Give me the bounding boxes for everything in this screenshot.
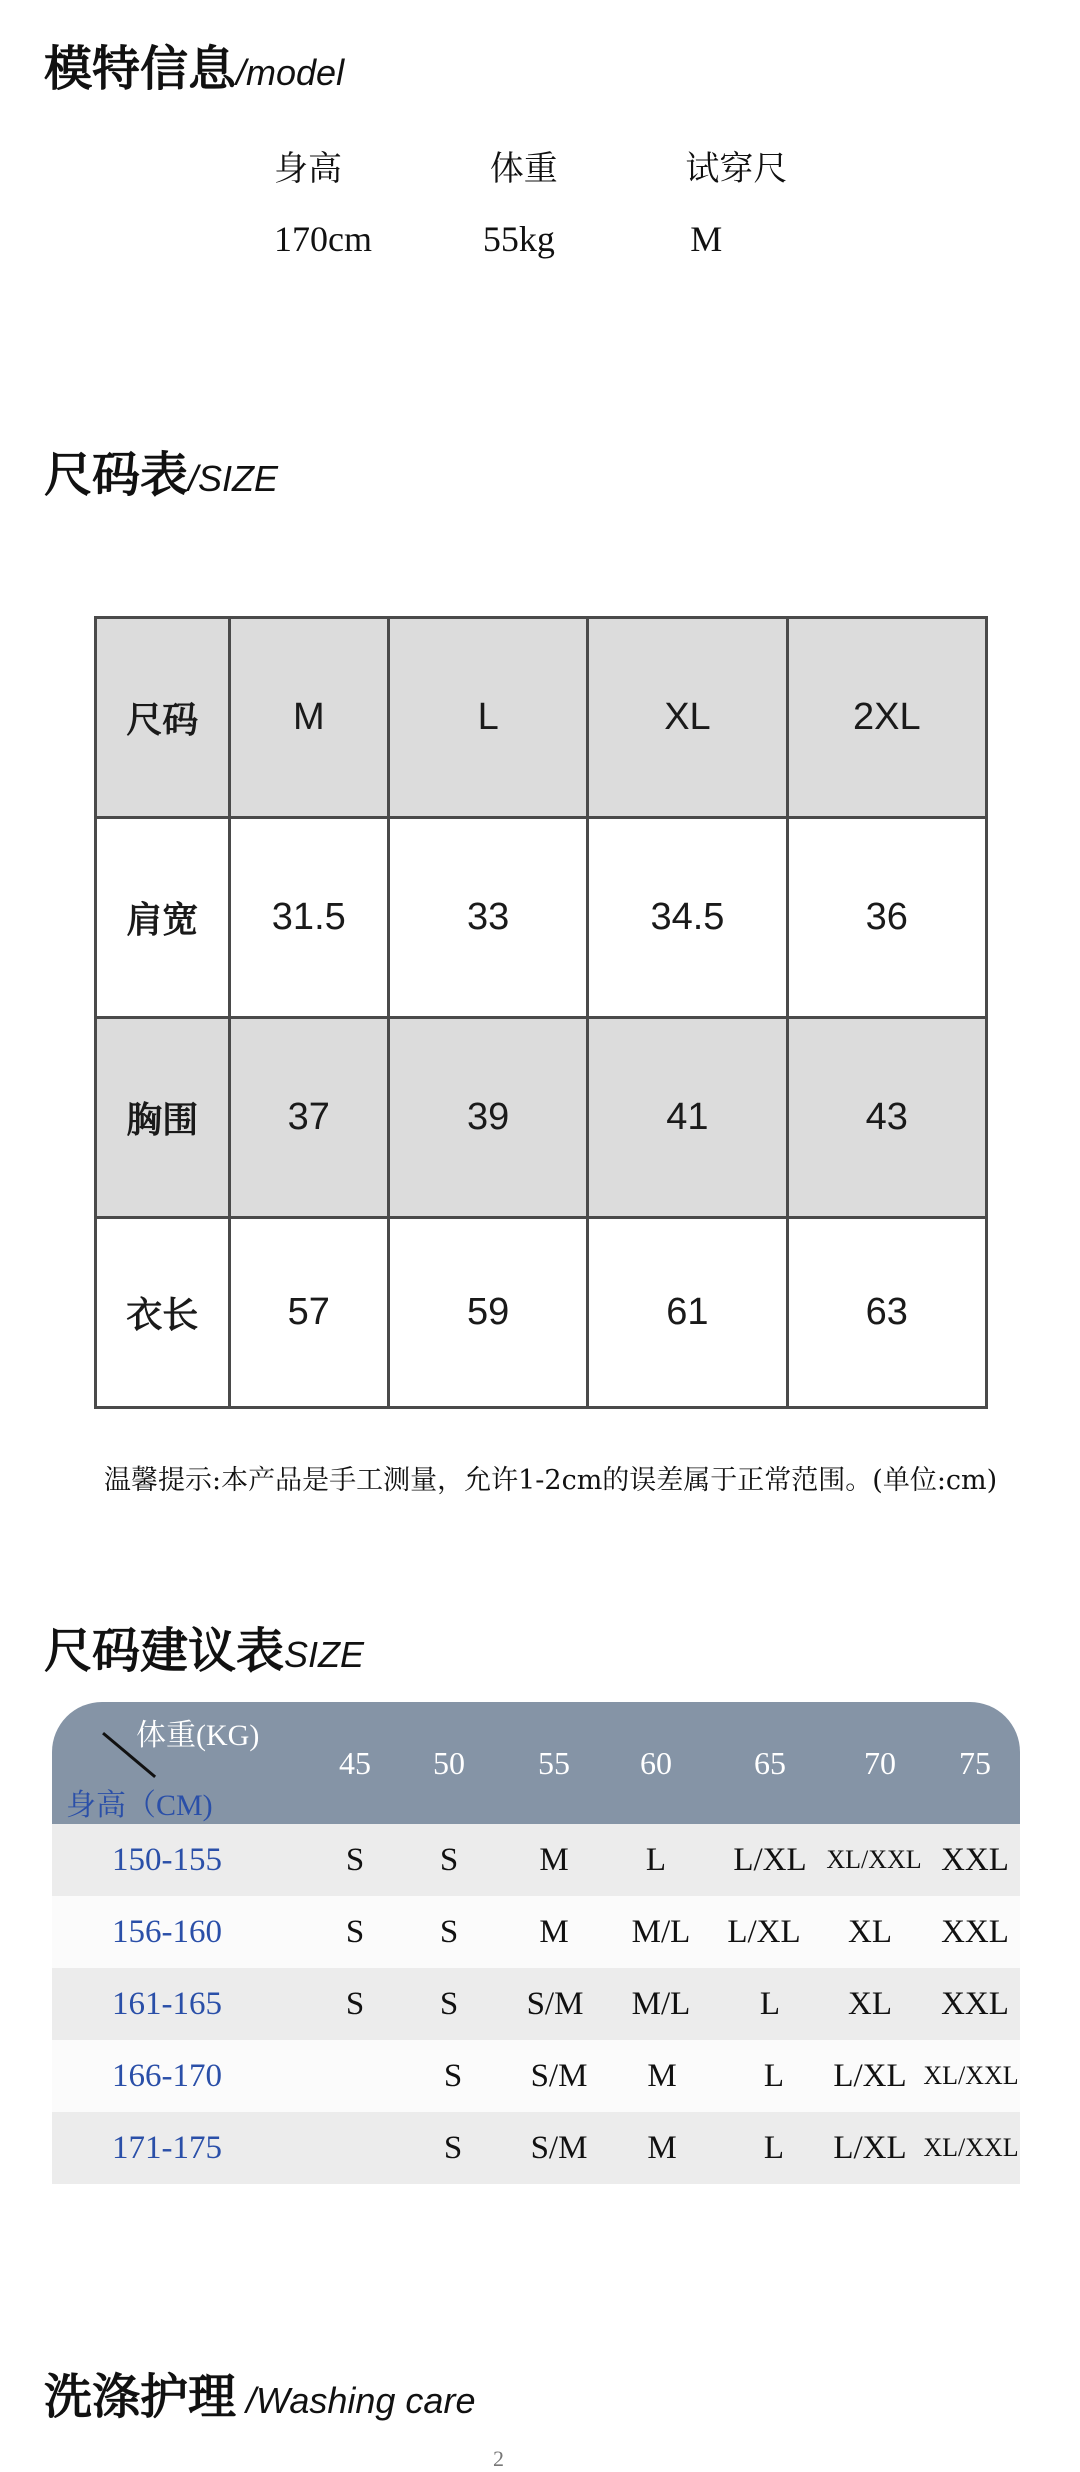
size-suggestion: S/M xyxy=(526,1985,584,2022)
page-mark: 2 xyxy=(493,2446,504,2471)
model-header-size: 试穿尺 xyxy=(685,148,788,189)
size-suggestion xyxy=(318,2040,392,2112)
size-cell: 61 xyxy=(588,1218,787,1408)
size-title-en: /SIZE xyxy=(188,458,279,499)
size-suggestion: S xyxy=(345,1913,365,1950)
washing-title-en: /Washing care xyxy=(236,2380,476,2421)
size-header-m: M xyxy=(229,618,389,818)
size-header-label: 尺码 xyxy=(96,618,230,818)
size-suggestion: XL xyxy=(848,1985,892,2022)
size-cell: 57 xyxy=(229,1218,389,1408)
size-row-label: 胸围 xyxy=(96,1018,230,1218)
size-header-row xyxy=(96,618,987,818)
weight-header: 50 xyxy=(433,1744,465,1781)
size-suggestion: L xyxy=(759,1985,781,2022)
washing-title-cn: 洗涤护理 xyxy=(44,2369,237,2425)
size-title-cn: 尺码表 xyxy=(44,447,189,503)
model-info-grid xyxy=(262,128,822,276)
size-suggestion: S/M xyxy=(530,2057,588,2094)
size-cell: 34.5 xyxy=(588,818,787,1018)
size-suggestion: L/XL xyxy=(833,2057,907,2094)
size-cell: 63 xyxy=(787,1218,986,1408)
size-cell: 59 xyxy=(389,1218,588,1408)
size-header-xl: XL xyxy=(588,618,787,818)
weight-header: 65 xyxy=(754,1744,786,1781)
size-suggestion: L xyxy=(645,1841,667,1878)
model-value-height: 170cm xyxy=(274,219,372,259)
washing-section-title xyxy=(44,2358,475,2427)
weight-header: 55 xyxy=(538,1744,570,1781)
model-header-height: 身高 xyxy=(274,148,342,189)
model-header-row xyxy=(262,128,822,202)
size-suggestion: M xyxy=(647,2129,677,2166)
size-row-label: 衣长 xyxy=(96,1218,230,1408)
recommend-row xyxy=(52,2040,1020,2112)
measurement-tip: 温馨提示:本产品是手工测量，允许1-2cm的误差属于正常范围。(单位:cm) xyxy=(104,1465,998,1496)
height-range: 171-175 xyxy=(112,2129,222,2166)
size-suggestion: M/L xyxy=(631,1913,691,1950)
recommend-title-cn: 尺码建议表 xyxy=(44,1623,285,1679)
size-row-length xyxy=(96,1218,987,1408)
model-value-weight: 55kg xyxy=(482,219,555,259)
size-suggestion: XXL xyxy=(941,1841,1009,1878)
size-suggestion: S xyxy=(439,1841,459,1878)
size-suggestion: L/XL xyxy=(727,1913,801,1950)
size-suggestion: S/M xyxy=(530,2129,588,2166)
recommend-header-row xyxy=(52,1702,1020,1824)
size-cell: 43 xyxy=(787,1018,986,1218)
size-section-title xyxy=(44,436,278,505)
size-suggestion: S xyxy=(345,1985,365,2022)
recommend-title-en: SIZE xyxy=(284,1634,365,1675)
size-suggestion: XXL xyxy=(941,1913,1009,1950)
weight-header: 45 xyxy=(339,1744,371,1781)
size-cell: 31.5 xyxy=(229,818,389,1018)
size-header-2xl: 2XL xyxy=(787,618,986,818)
size-suggestion: S xyxy=(439,1913,459,1950)
size-cell: 33 xyxy=(389,818,588,1018)
size-suggestion: M/L xyxy=(631,1985,691,2022)
size-suggestion: M xyxy=(539,1841,569,1878)
size-suggestion: S xyxy=(443,2057,463,2094)
size-suggestion: XL xyxy=(848,1913,892,1950)
size-suggestion: XL/XXL xyxy=(826,1845,922,1874)
size-row-shoulder xyxy=(96,818,987,1018)
size-suggestion: S xyxy=(439,1985,459,2022)
weight-header: 75 xyxy=(959,1744,991,1781)
corner-height-label: 身高（CM) xyxy=(66,1789,213,1822)
model-title-en: /model xyxy=(236,52,345,93)
weight-header: 70 xyxy=(864,1744,896,1781)
size-suggestion: S xyxy=(443,2129,463,2166)
size-suggestion xyxy=(318,2112,392,2184)
model-title-cn: 模特信息 xyxy=(44,41,237,97)
recommend-row xyxy=(52,1896,1020,1968)
model-value-size: M xyxy=(690,219,723,259)
size-row-chest xyxy=(96,1018,987,1218)
recommend-table xyxy=(52,1702,1020,2184)
model-header-weight: 体重 xyxy=(489,148,558,189)
size-suggestion: S xyxy=(345,1841,365,1878)
weight-header: 60 xyxy=(640,1744,672,1781)
height-range: 150-155 xyxy=(112,1841,222,1878)
size-cell: 41 xyxy=(588,1018,787,1218)
size-cell: 39 xyxy=(389,1018,588,1218)
height-range: 166-170 xyxy=(112,2057,222,2094)
size-suggestion: XXL xyxy=(941,1985,1009,2022)
size-row-label: 肩宽 xyxy=(96,818,230,1018)
size-suggestion: M xyxy=(647,2057,677,2094)
size-table xyxy=(94,616,988,1409)
height-range: 161-165 xyxy=(112,1985,222,2022)
size-suggestion: XL/XXL xyxy=(923,2133,1019,2162)
size-suggestion: L xyxy=(763,2129,785,2166)
corner-weight-label: 体重(KG) xyxy=(136,1719,260,1752)
size-suggestion: XL/XXL xyxy=(923,2061,1019,2090)
size-suggestion: L xyxy=(763,2057,785,2094)
size-header-l: L xyxy=(389,618,588,818)
height-range: 156-160 xyxy=(112,1913,222,1950)
size-cell: 36 xyxy=(787,818,986,1018)
size-suggestion: M xyxy=(539,1913,569,1950)
recommend-row xyxy=(52,1824,1020,1896)
recommend-section-title xyxy=(44,1612,364,1681)
model-value-row xyxy=(262,202,822,276)
recommend-row xyxy=(52,2112,1020,2184)
size-suggestion: L/XL xyxy=(733,1841,807,1878)
recommend-row xyxy=(52,1968,1020,2040)
model-section-title xyxy=(44,30,344,99)
size-suggestion: L/XL xyxy=(833,2129,907,2166)
size-cell: 37 xyxy=(229,1018,389,1218)
